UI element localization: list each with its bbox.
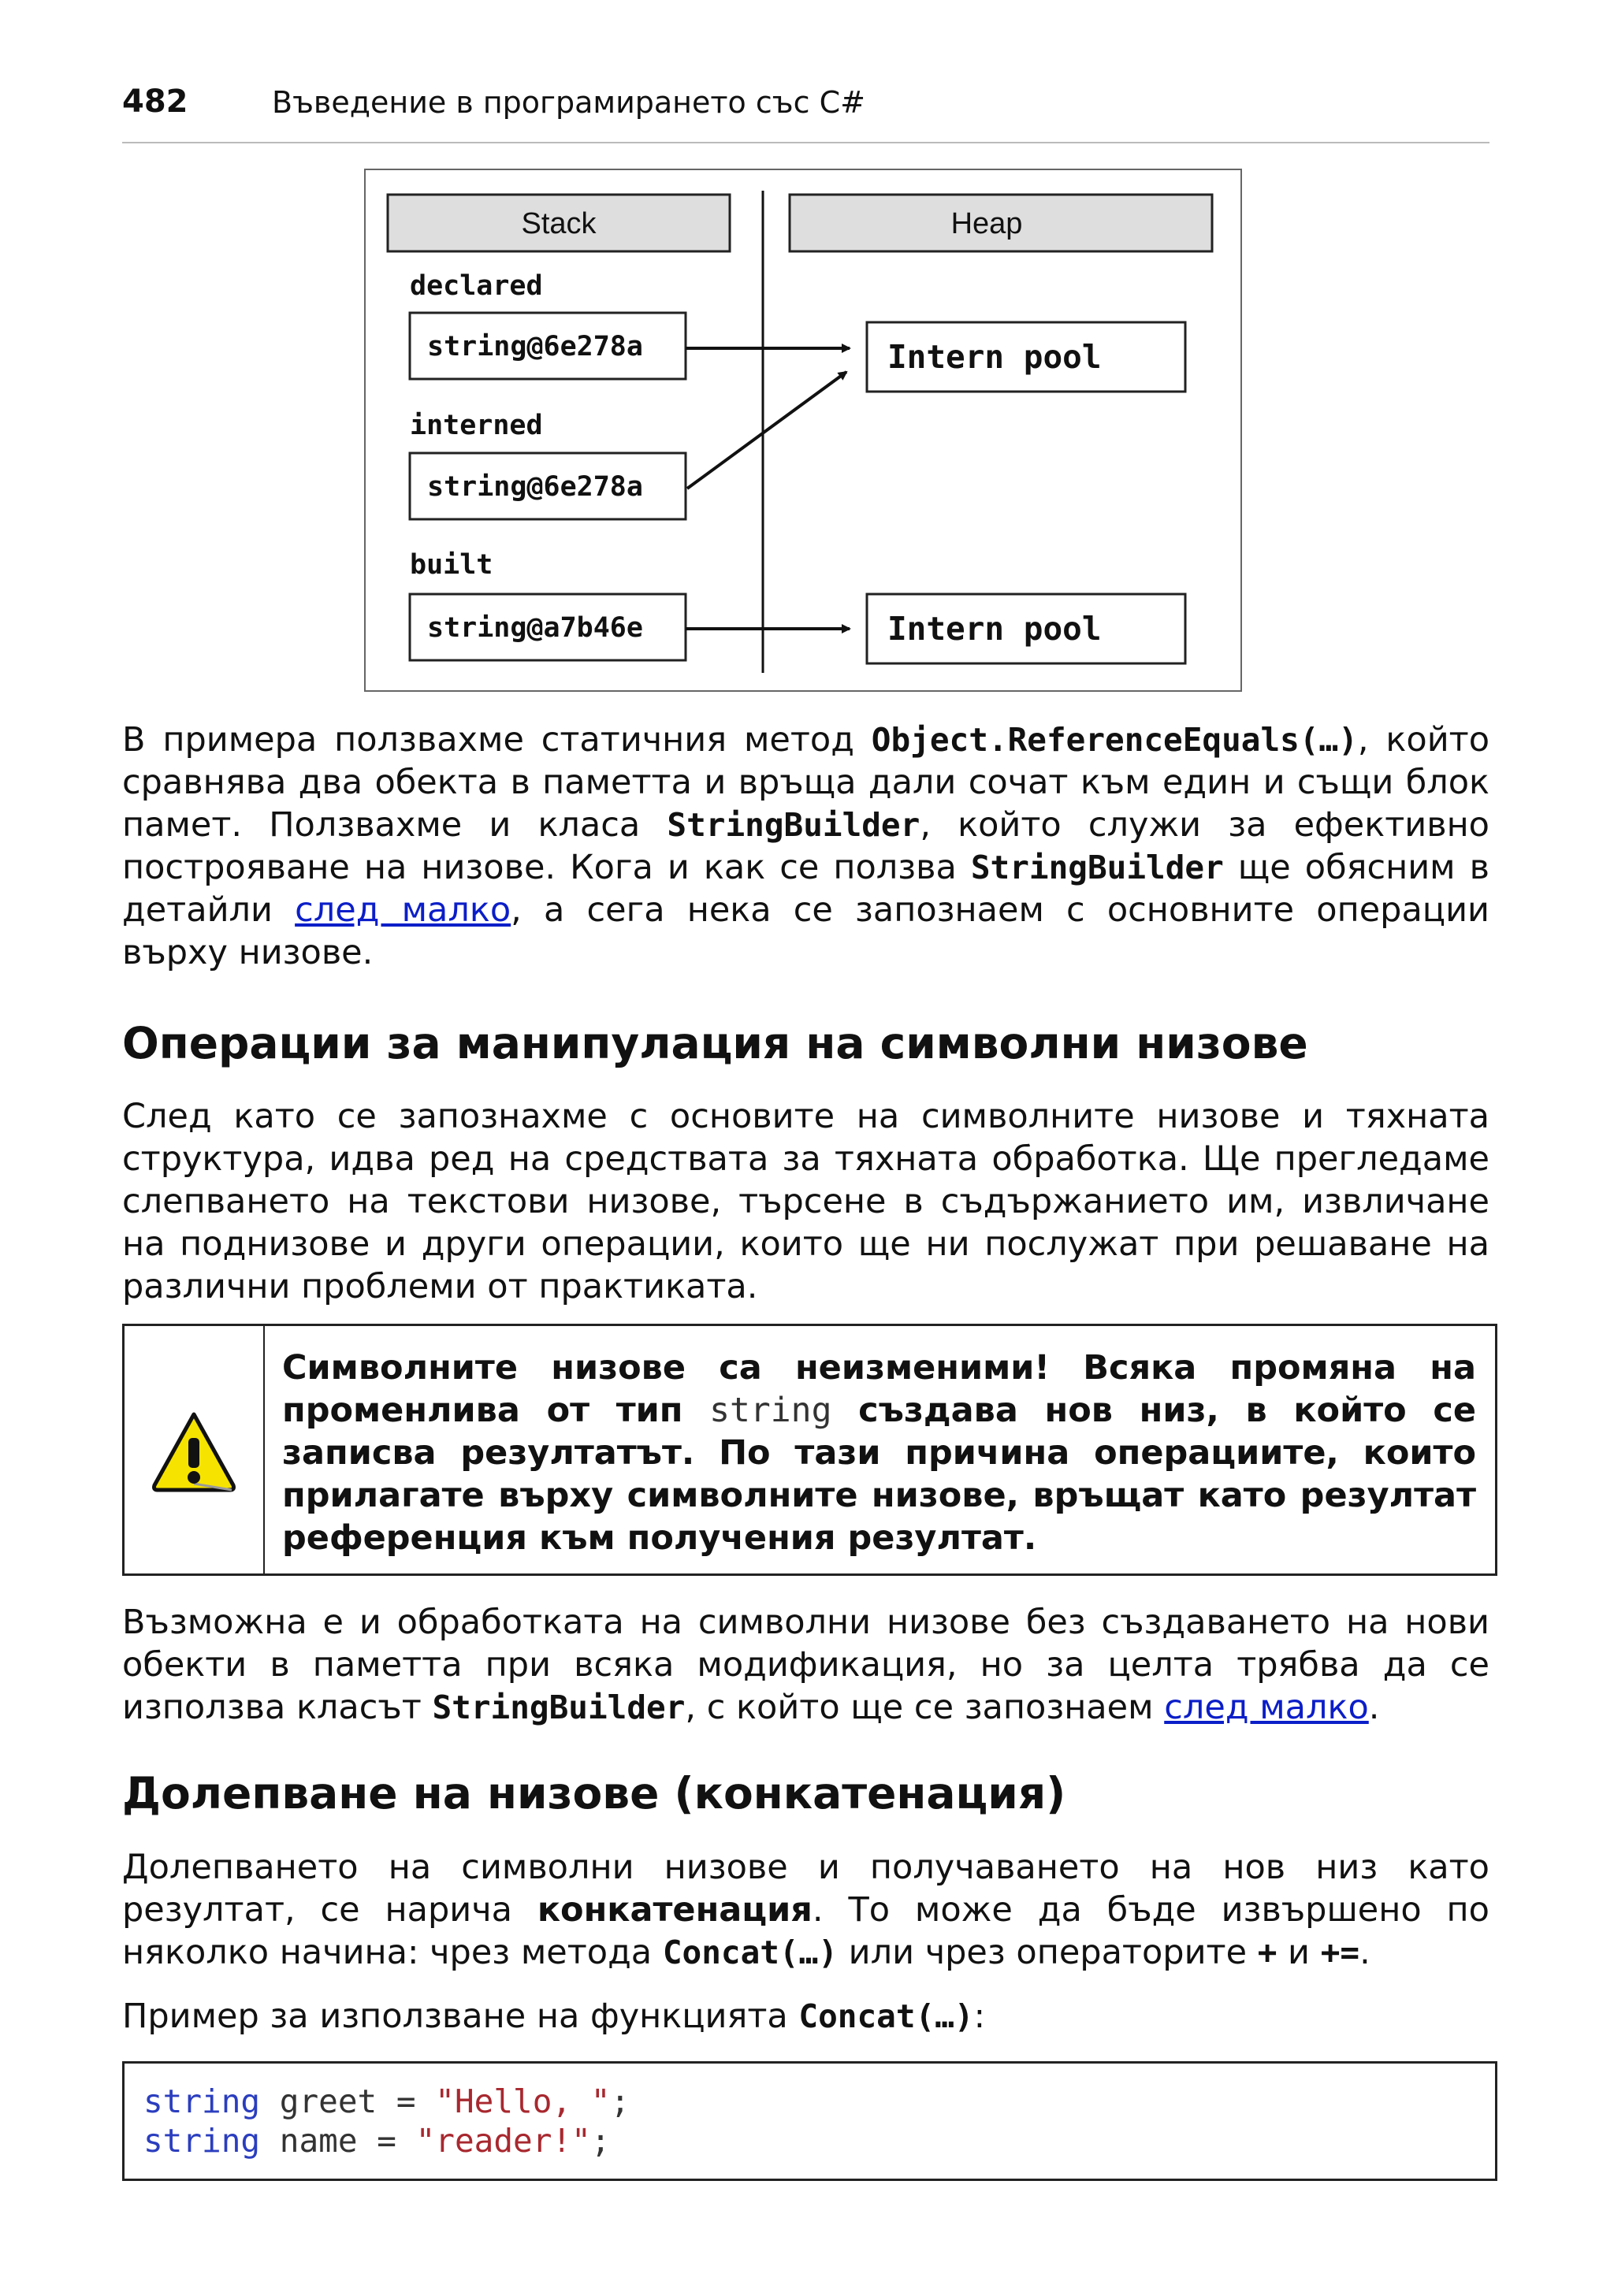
intern-pool-label-2: Intern pool (887, 610, 1102, 648)
ref-interned: string@6e278a (427, 471, 643, 503)
row-label-built: built (410, 549, 493, 581)
stack-header-label: Stack (521, 207, 597, 240)
code-line: string name = "reader!"; (143, 2122, 611, 2160)
ref-built: string@a7b46e (427, 612, 643, 644)
ref-declared: string@6e278a (427, 331, 643, 362)
link-later[interactable]: след малко (295, 890, 511, 930)
inline-code: + (1257, 1934, 1277, 1971)
note-icon-cell (125, 1326, 265, 1573)
link-later[interactable]: след малко (1164, 1688, 1369, 1727)
inline-code: Concat(…) (662, 1934, 838, 1971)
running-title: Въведение в програмирането със C# (272, 85, 865, 120)
heap-header-label: Heap (950, 207, 1023, 240)
paragraph-reference-equals: В примера ползвахме статичния метод Object.ReferenceEquals(…), който сравнява два обекта в паметта и връща дали сочат към един и същи блок памет. Ползвахме и класа StringBuilder, който служи за ефективно построяване на низове. Кога и как се ползва StringBuilder ще обясним в детайли след малко, а сега нека се запознаем с основните операции върху низове. (122, 720, 1490, 972)
inline-code: Object.ReferenceEquals(…) (871, 721, 1358, 759)
code-line: string greet = "Hello, "; (143, 2082, 630, 2120)
paragraph-stringbuilder: Възможна е и обработката на символни низове без създаването на нови обекти в паметта при всяка модификация, но за целта трябва да се използва класът StringBuilder, с който ще се запознаем след малко. (122, 1603, 1489, 1727)
heading-concatenation: Долепване на низове (конкатенация) (122, 1768, 1066, 1819)
note-text: Символните низове са неизменими! Всяка промяна на променлива от тип string създава нов низ, в който се записва резултатът. По тази причина операциите, които прилагате върху символните низове, връщат като резултат референция към получения резултат. (282, 1348, 1476, 1558)
bold-term: конкатенация (537, 1890, 813, 1930)
warning-icon (150, 1408, 238, 1496)
row-label-interned: interned (410, 410, 543, 441)
heading-string-operations: Операции за манипулация на символни низове (122, 1018, 1308, 1068)
warning-note (122, 1324, 1497, 1576)
inline-code: Concat(…) (798, 1997, 974, 2035)
inline-code: StringBuilder (667, 806, 920, 844)
stack-heap-diagram (364, 169, 1242, 692)
paragraph-concatenation: Долепването на символни низове и получаването на нов низ като резултат, се нарича конкатенация. То може да бъде извършено по няколко начина: чрез метода Concat(…) или чрез операторите + и +=. (122, 1848, 1489, 1972)
code-block (122, 2061, 1497, 2181)
paragraph-intro-operations: След като се запознахме с основите на символните низове и тяхната структура, идва ред на средствата за тяхната обработка. Ще прегледаме слепването на текстови низове, търсене в съдържанието им, извличане на поднизове и други операции, които ще ни послужат при решаване на различни проблеми от практиката. (122, 1097, 1489, 1306)
inline-code: StringBuilder (432, 1689, 686, 1726)
inline-code: string (709, 1391, 832, 1430)
page-number: 482 (122, 84, 188, 120)
intern-pool-label-1: Intern pool (887, 338, 1102, 376)
inline-code: StringBuilder (970, 849, 1224, 886)
page-header (122, 79, 1489, 143)
inline-code: += (1320, 1934, 1360, 1971)
paragraph-concat-example: Пример за използване на функцията Concat(…): (122, 1997, 986, 2036)
row-label-declared: declared (410, 270, 543, 302)
